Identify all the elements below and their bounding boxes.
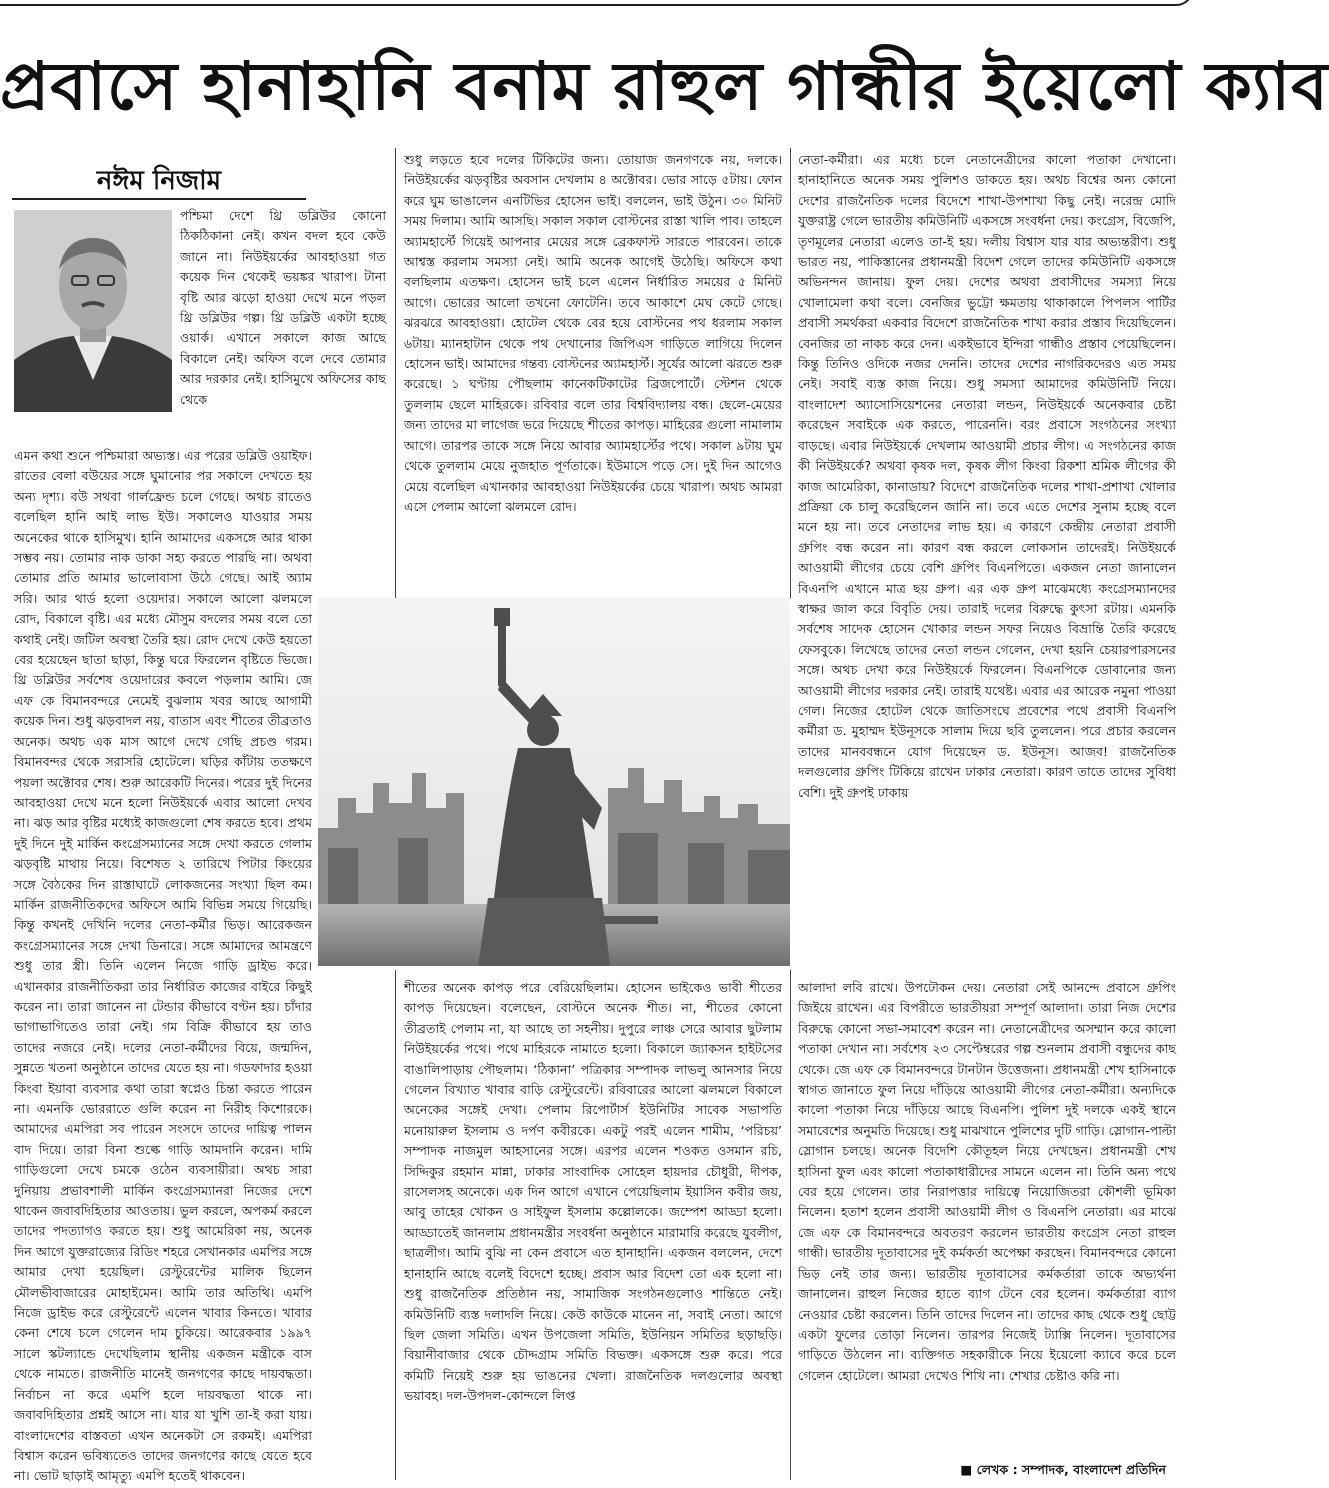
- col1-body-beside-image: [14, 598, 312, 970]
- statue-of-liberty-photo: [318, 598, 790, 966]
- column-rule-3: [395, 970, 396, 1480]
- author-note: ■ লেখক : সম্পাদক, বাংলাদেশ প্রতিদিন: [960, 1462, 1166, 1477]
- col1-body-lower: [14, 978, 386, 1476]
- col3-top: নেতা-কর্মীরা। এর মধ্যে চলে নেতানেত্রীদের কালো পতাকা দেখানো। হানাহানিতে অনেক সময় পুলিশও ডাকতে হয়। অথচ বিশ্বের অন্য কোনো দেশের রাজনৈতিক দলের বিদেশে শাখা-উপশাখা কিছু নেই। নরেন্দ্র মোদি যুক্তরাষ্ট্র গেলে ভারতীয় কমিউনিটি একসঙ্গে সংবর্ধনা দেয়। কংগ্রেস, বিজেপি, তৃণমূলের নেতারা এলেও তা-ই হয়। দলীয় বিশ্বাস যার যার অভ্যন্তরীণ। শুধু ভারত নয়, পাকিস্তানের প্রধানমন্ত্রী বিদেশ গেলে তাদের কমিউনিটি একসঙ্গে অভিনন্দন জানায়। ফুল দেয়। দেশের অথবা প্রবাসীদের সমস্যা নিয়ে খোলামেলা কথা বলে। বেনজির ভুট্টো ক্ষমতায় থাকাকালে পিপলস পার্টির প্রবাসী সমর্থকরা একবার বিদেশে রাজনৈতিক শাখা করার প্রস্তাব দিয়েছিলেন। বেনজির তা নাকচ করে দেন। একইভাবে ইন্দিরা গান্ধীও প্রস্তাব পেয়েছিলেন। কিন্তু তিনিও ওদিকে নজর দেননি। তাদের দেশের নাগরিকদেরও এত সময় নেই। সবাই ব্যস্ত কাজ নিয়ে। শুধু সমস্যা আমাদের কমিউনিটি নিয়ে। বাংলাদেশ অ্যাসোসিয়েশনের নেতারা লন্ডন, নিউইয়র্কে অনেকবার চেষ্টা করেছেন সবাইকে এক করতে, পারেননি। বরং প্রবাসে সংগঠনের সংখ্যা বাড়ছে। এবার নিউইয়র্কে দেখলাম আওয়ামী প্রচার লীগ। এ সংগঠনের কাজ কী নিউইয়র্কে? অথবা কৃষক দল, কৃষক লীগ কিংবা রিকশা শ্রমিক লীগের কী কাজ আমেরিকা, কানাডায়? বিদেশে রাজনৈতিক দলের শাখা-প্রশাখা খোলার প্রক্রিয়া কে চালু করেছিলেন জানি না। তবে এতে দেশের সুনাম হচ্ছে বলে মনে হয় না। তবে নেতাদের লাভ হয়। এ কারণে কেন্দ্রীয় নেতারা প্রবাসী গ্রুপিং বন্ধ করেন না। কারণ বন্ধ করলে লোকসান তাদেরই। নিউইয়র্কে আওয়ামী লীগের চেয়ে বেশি গ্রুপিং বিএনপিতে। একজন নেতা জানালেন বিএনপি এখানে মাত্র ছয় গ্রুপ। এর এক গ্রুপ মাঝেমধ্যে কংগ্রেসম্যানদের স্বাক্ষর জাল করে বিবৃতি দেয়। তারাই দলের বিরুদ্ধে কুৎসা রটায়। এমনকি সর্বশেষ সাদেক হোসেন খোকার লন্ডন সফর নিয়েও বিভ্রান্তি তৈরি করেছে ফেসবুকে। লিখেছে তাদের নেতা লন্ডন গেলেন, দেখা হয়নি চেয়ারপারসনের সঙ্গে। অথচ দেখা করে নিউইয়র্কে ফিরলেন। বিএনপিকে ডোবানোর জন্য আওয়ামী লীগের দরকার নেই। তারাই যথেষ্ট। এবার এর আরেক নমুনা পাওয়া গেল। নিজের হোটেল থেকে জাতিসংঘে প্রবেশের পথে প্রবাসী বিএনপি কর্মীরা ড. মুহাম্মদ ইউনূসকে সালাম দিয়ে ছবি তুললেন। পরে প্রচার করলেন তাদের মানববন্ধনে যোগ দিয়েছেন ড. ইউনূস। আজব! রাজনৈতিক দলগুলোর গ্রুপিং টিকিয়ে রাখেন ঢাকার নেতারা। কারণ তাতে তাদের সুবিধা বেশি। দুই গ্রুপই ঢাকায়: [798, 152, 1176, 800]
- col2-top: শুধু লড়তে হবে দলের টিকিটের জন্য। তোয়াজ জনগণকে নয়, দলকে। নিউইয়র্কের ঝড়বৃষ্টির অবসান দেখলাম ৪ অক্টোবর। ভোর সাড়ে ৫টায়। ফোন করে ঘুম ভাঙালেন এনটিভির হোসেন ভাই। বললেন, ভাই উঠুন। ৩০ মিনিট সময় দিলাম। আমি আসছি। সকাল সকাল বোস্টনের রাস্তা খালি পাব। তাহলে অ্যামহার্স্টে গিয়েই আপনার মেয়ের সঙ্গে ব্রেকফাস্ট সারতে পারবেন। তাকে আশ্বস্ত করলাম সমস্যা নেই। আমি অনেক আগেই উঠেছি। অফিসে কথা বলছিলাম এতক্ষণ। হোসেন ভাই চলে এলেন নির্ধারিত সময়ের ৫ মিনিট আগে। ভোরের আলো তখনো ফোটেনি। তবে আকাশে মেঘ কেটে গেছে। ঝরঝরে আবহাওয়া। হোটেল থেকে বের হয়ে বোস্টনের পথ ধরলাম সকাল ৬টায়। ম্যানহাটান থেকে পথ দেখানোর জিপিএস গাড়িতে লাগিয়ে দিলেন হোসেন ভাই। আমাদের গন্তব্য বোস্টনের অ্যামহার্স্ট। সূর্যের আলো ঝরতে শুরু করেছে। ১ ঘণ্টায় পৌছলাম কানেকটিকাটের ব্রিজপোর্টে। স্টেশন থেকে তুললাম ছেলে মাহিরকে। রবিবার বলে তার বিশ্ববিদ্যালয় বন্ধ। ছেলে-মেয়ের জন্য তাদের মা লাগেজ ভরে দিয়েছে শীতের কাপড়। মাহিরের গুলো নামালাম আগে। তারপর তাকে সঙ্গে নিয়ে আবার অ্যামহার্স্টের পথে। সকাল ৯টায় ঘুম থেকে তুললাম মেয়ে নুজহাত পূর্ণতাকে। ইউমাসে পড়ে সে। দুই দিন আগেও মেয়ে বলেছিল এখানকার আবহাওয়া নিউইয়র্কের চেয়ে খারাপ। অথচ আমরা এসে পেলাম আলো ঝলমলে রোদ।: [404, 152, 782, 514]
- byline: নঈম নিজাম: [96, 166, 222, 196]
- column-rule-1: [395, 148, 396, 598]
- column-rule-2: [790, 148, 791, 598]
- top-frame: [0, 0, 1194, 6]
- byline-rule: [12, 198, 306, 200]
- col1-beside-photo: পশ্চিমা দেশে থ্রি ডব্লিউর কোনো ঠিকঠিকানা নেই। কখন বদল হবে কেউ জানে না। নিউইয়র্কের আবহাওয়া গত কয়েক দিন থেকেই ভয়ঙ্কর খারাপ। টানা বৃষ্টি আর ঝড়ো হাওয়া দেখে মনে পড়ল থ্রি ডব্লিউর গল্প। থ্রি ডব্লিউ একটা হচ্ছে ওয়ার্ক। এখানে সকালে কাজ আছে বিকালে নেই। অফিস বলে দেবে তোমার আর দরকার নেই। হাসিমুখে অফিসের কাছ থেকে: [180, 208, 386, 407]
- col1-body-upper: এমন কথা শুনে পশ্চিমারা অভ্যস্ত। এর পরের ডব্লিউ ওয়াইফ। রাতের বেলা বউয়ের সঙ্গে ঘুমানোর পর সকালে দেখতে হয় অন্য দৃশ্য। বউ সথবা গার্লফ্রেন্ড চলে গেছে। অথচ রাতেও বলেছিল হানি আই লাভ ইউ। সকালেও যাওয়ার সময় অনেকের থাকে হাসিমুখ। হানি আমাদের একসঙ্গে আর থাকা সম্ভব নয়। তোমার নাক ডাকা সহ্য করতে পারছি না। অথবা তোমার প্রতি আমার ভালোবাসা উঠে গেছে। আই অ্যাম সরি। আর থার্ড হলো ওয়েদার। সকালে আলো ঝলমলে রোদ, বিকালে বৃষ্টি। এর মধ্যে মৌসুম বদলের সময় বলে তো কথাই নেই। জটিল অবস্থা তৈরি হয়। রোদ দেখে কেউ হয়তো বের হয়েছেন ছাতা ছাড়া, কিন্তু ঘরে ফিরলেন বৃষ্টিতে ভিজে। থ্রি ডব্লিউর সর্বশেষ ওয়েদারের কবলে পড়লাম আমি। জে এফ কে বিমানবন্দরে নেমেই বুঝলাম খবর আছে আগামী কয়েক দিন। শুধু ঝড়বাদল নয়, বাতাস এবং শীতের তীব্রতাও অনেক। অথচ এক মাস আগে দেখে গেছি প্রচণ্ড গরম। বিমানবন্দর থেকে সরাসরি হোটেলে। ঘড়ির কাঁটায় ততক্ষণে পয়লা অক্টোবর শেষ। শুরু আরেকটি দিনের। পরের দুই দিনের আবহাওয়া দেখে মনে হলো নিউইয়র্কে এবার আলো দেখব না। ঝড় আর বৃষ্টির মধ্যেই কাজগুলো শেষ করতে হবে। প্রথম দুই দিনে দুই মার্কিন কংগ্রেসম্যানের সঙ্গে দেখা করতে গেলাম ঝড়বৃষ্টি মাথায় নিয়ে। বিশেষত ২ তারিখে পিটার কিংয়ের সঙ্গে বৈঠকের দিন রাস্তাঘাটে লোকজনের সংখ্যা ছিল কম। মার্কিন রাজনীতিকদের অফিসে আমি বিভিন্ন সময়ে গিয়েছি। কিন্তু কখনই দেখিনি দলের নেতা-কর্মীর ভিড়। আরেকজন কংগ্রেসম্যানের সঙ্গে দেখা ডিনারে। সঙ্গে আমাদের আমন্ত্রণে শুধু তার স্ত্রী। তিনি এলেন নিজে গাড়ি ড্রাইভ করে। এখানকার রাজনীতিকরা তার নির্ধারিত কাজের বাইরে কিছুই করেন না। তারা জানেন না টেন্ডার কীভাবে বণ্টন হয়। চাঁদার ভাগাভাগিতেও তারা নেই। গম বিক্রি কীভাবে হয় তাও তাদের নজরে নেই। দলের নেতা-কর্মীদের বিয়ে, জন্মদিন, সুন্নতে খতনা অনুষ্ঠানে তাদের যেতে হয় না। গডফাদার হওয়া কিংবা ইয়াবা ব্যবসার কথা তারা স্বপ্নেও চিন্তা করতে পারেন না। এমনকি ভোররাতে গুলি করেন না নিরীহ কিশোরকে। আমাদের এমপিরা সব পারেন সংসদে তাদের দায়িত্ব পালন বাদ দিয়ে। তারা বিনা শুল্কে গাড়ি আমদানি করেন। দামি গাড়িগুলো দেখে চমকে ওঠেন ব্যবসায়ীরা। অথচ সারা দুনিয়ায় প্রভাবশালী মার্কিন কংগ্রেসম্যানরা নিজের দেশে থাকেন জবাবদিহিতার আওতায়। ভুল করলে, অপকর্ম করলে তাদের পদত্যাগও করতে হয়। শুধু আমেরিকা নয়, অনেক দিন আগে যুক্তরাজ্যের রিডিং শহরে সেখানকার এমপির সঙ্গে আমার দেখা হয়েছিল। রেস্টুরেন্টের মালিক ছিলেন মৌলভীবাজারের মোহাইমেন। আমি তার অতিথি। এমপি নিজে ড্রাইভ করে রেস্টুরেন্টে এলেন খাবার কিনতে। খাবার কেনা শেষে চলে গেলেন দাম চুকিয়ে। আরেকবার ১৯৯৭ সালে স্কটল্যান্ডে দেখেছিলাম স্থানীয় একজন মন্ত্রীকে বাস থেকে নামতে। রাজনীতি মানেই জনগণের কাছে দায়বদ্ধতা। নির্বাচন না করে এমপি হলে দায়বদ্ধতা থাকে না। জবাবদিহিতার প্রশ্নই আসে না। যার যা খুশি তা-ই করা যায়। বাংলাদেশের বাস্তবতা এখন অনেকটা সে রকমই। এমপিরা বিশ্বাস করেন ভবিষ্যতেও তাদের জনগণের কাছে যেতে হবে না। ভোট ছাড়াই আমৃত্যু এমপি হতেই থাকবেন।: [14, 448, 312, 1484]
- col3-bottom: আলাদা লবি রাখে। উপঢৌকন দেয়। নেতারা সেই আনন্দে প্রবাসে গ্রুপিং জিইয়ে রাখেন। এর বিপরীতে ভারতীয়রা সম্পূর্ণ আলাদা। তারা নিজ দেশের বিরুদ্ধে কোনো সভা-সমাবেশ করেন না। নেতানেত্রীদের অসম্মান করে কালো পতাকা দেখান না। সর্বশেষ ২৩ সেপ্টেম্বরের গল্প শুনলাম প্রবাসী বন্ধুদের কাছ থেকে। জে এফ কে বিমানবন্দরে টানটান উত্তেজনা। প্রধানমন্ত্রী শেখ হাসিনাকে স্বাগত জানাতে ফুল নিয়ে দাঁড়িয়ে আওয়ামী লীগের নেতা-কর্মীরা। অন্যদিকে কালো পতাকা নিয়ে দাঁড়িয়ে আছে বিএনপি। পুলিশ দুই দলকে একই স্থানে সমাবেশের অনুমতি দিয়েছে। শুধু মাঝখানে পুলিশের দুটি গাড়ি। স্লোগান-পাল্টা স্লোগান চলছে। অনেক বিদেশি কৌতূহল নিয়ে দেখছেন। প্রধানমন্ত্রী শেখ হাসিনা ফুল এবং কালো পতাকাধারীদের সামনে এলেন না। তিনি অন্য পথে বের হয়ে গেলেন। তার নিরাপত্তার দায়িত্বে নিয়োজিতরা কৌশলী ভূমিকা নিলেন। হতাশ হলেন প্রবাসী আওয়ামী লীগ ও বিএনপি নেতারা। এর মাঝে জে এফ কে বিমানবন্দরে অবতরণ করলেন ভারতীয় কংগ্রেস নেতা রাহুল গান্ধী। ভারতীয় দূতাবাসের দুই কর্মকর্তা অপেক্ষা করছেন। বিমানবন্দরে কোনো ভিড় নেই তার জন্য। ভারতীয় দূতাবাসের কর্মকর্তারা তাকে অভ্যর্থনা জানালেন। রাহুল নিজের হাতে ব্যাগ টেনে বের হলেন। কর্মকর্তারা ব্যাগ নেওয়ার চেষ্টা করলেন। তিনি তাদের দিলেন না। তাদের কাছ থেকে শুধু ছোট্ট একটা ফুলের তোড়া নিলেন। তারপর নিজেই ট্যাক্সি নিলেন। দূতাবাসের গাড়িতে উঠলেন না। ব্যক্তিগত সহকারীকে নিয়ে ইয়েলো ক্যাবে করে চলে গেলেন হোটেলে। আমরা দেখেও শিখি না। শেখার চেষ্টাও করি না।: [798, 980, 1176, 1383]
- col2-bottom: শীতের অনেক কাপড় পরে বেরিয়েছিলাম। হোসেন ভাইকেও ভাবী শীতের কাপড় দিয়েছেন। বলেছেন, বোস্টনে অনেক শীত। না, শীতের কোনো তীব্রতাই পেলাম না, যা আছে তা সহনীয়। দুপুরে লাঞ্চ সেরে আবার ছুটলাম নিউইয়র্কের পথে। পথে মাহিরকে নামাতে হলো। বিকালে জ্যাকসন হাইটসের বাঙালিপাড়ায় পৌছলাম। ‘ঠিকানা’ পত্রিকার সম্পাদক লাভলু আনসার নিয়ে গেলেন বিখ্যাত খাবার বাড়ি রেস্টুরেন্টে। রবিবারের আলো ঝলমলে বিকালে অনেকের সঙ্গেই দেখা। পেলাম রিপোর্টার্স ইউনিটির সাবেক সভাপতি মনোয়ারুল ইসলাম ও দর্পণ কবীরকে। একটু পরই এলেন শামীম, ‘পরিচয়’ সম্পাদক নাজমুল আহসানের সঙ্গে। এরপর এলেন শওকত ওসমান রচি, সিদ্দিকুর রহমান মান্না, ঢাকার সাংবাদিক সোহেল হায়দার চৌধুরী, দীপক, রাসেলসহ অনেকে। এক দিন আগে এখানে পেয়েছিলাম ইয়াসিন কবীর জয়, আবু তাহের খোকন ও সাইফুল ইসলাম কল্লোলকে। জম্পেশ আড্ডা হলো। আড্ডাতেই জানলাম প্রধানমন্ত্রীর সংবর্ধনা অনুষ্ঠানে মারামারি করেছে যুবলীগ, ছাত্রলীগ। আমি বুঝি না কেন প্রবাসে এত হানাহানি। একজন বললেন, দেশে হানাহানি আছে বলেই বিদেশে হচ্ছে। প্রবাস আর বিদেশ তো এক হলো না। শুধু রাজনৈতিক প্রতিষ্ঠান নয়, সামাজিক সংগঠনগুলোও শান্তিতে নেই। কমিউনিটি ব্যস্ত দলাদলি নিয়ে। কেউ কাউকে মানেন না, সবাই নেতা। আগে ছিল জেলা সমিতি। এখন উপজেলা সমিতি, ইউনিয়ন সমিতির ছড়াছড়ি। বিয়ানীবাজার থেকে চৌদ্দগ্রাম সমিতি বিভক্ত। একসঙ্গে শুরু করে। পরে কমিটি নিয়েই শুরু হয় ভাঙনের খেলা। রাজনৈতিক দলগুলোর অবস্থা ভয়াবহ। দল-উপদল-কোন্দলে লিপ্ত: [404, 980, 782, 1404]
- author-photo: [14, 210, 172, 412]
- column-rule-4: [790, 970, 791, 1480]
- headline: প্রবাসে হানাহানি বনাম রাহুল গান্ধীর ইয়েলো ক্যাব: [0, 48, 1329, 125]
